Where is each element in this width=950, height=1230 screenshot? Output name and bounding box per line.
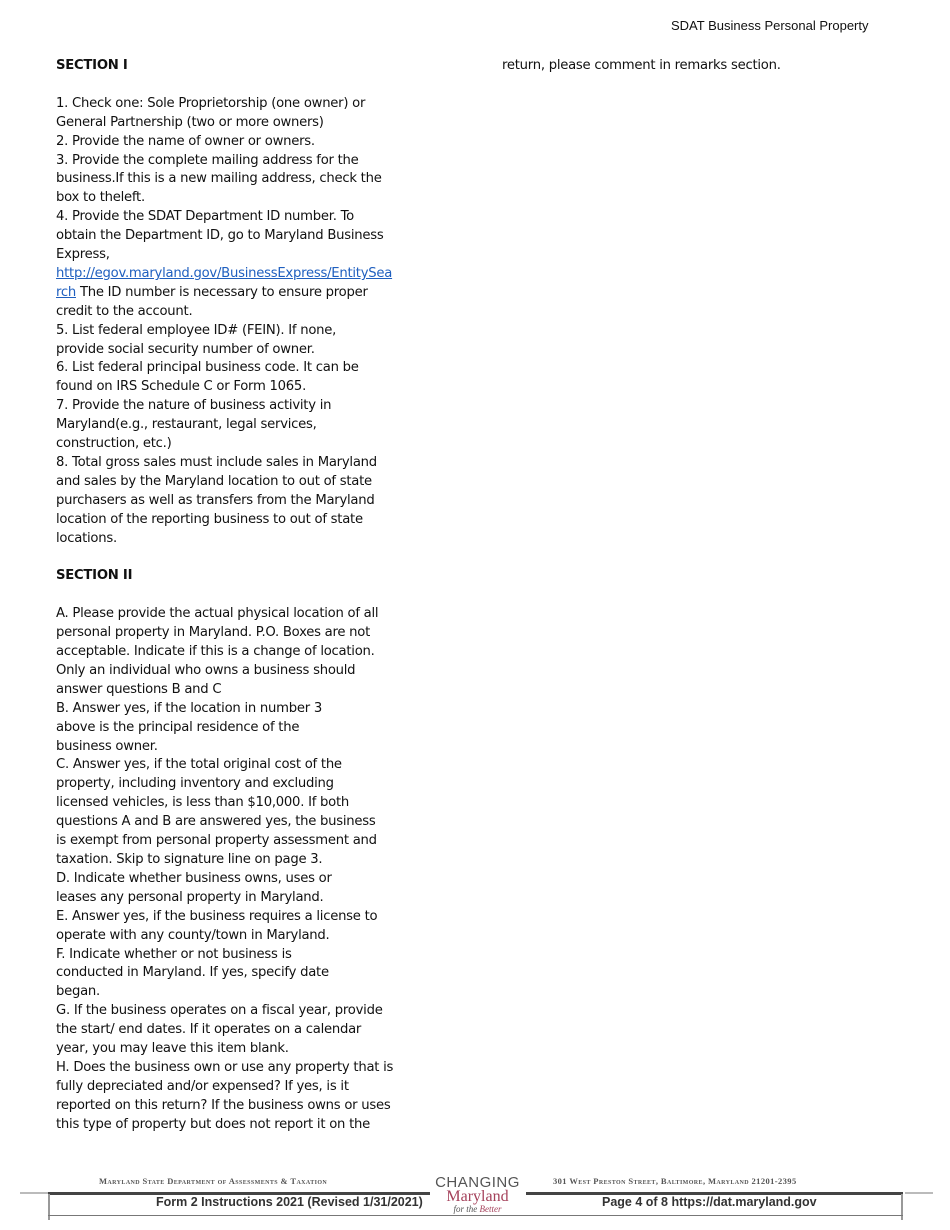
text-line: purchasers as well as transfers from the Maryland	[56, 492, 375, 508]
text-line: 6. List federal principal business code. It can be	[56, 360, 359, 376]
section-1-items	[56, 95, 401, 265]
entity-search-link-continued	[56, 284, 401, 303]
footer-form-label: Form 2 Instructions 2021 (Revised 1/31/2021)	[156, 1195, 423, 1209]
text-line: Only an individual who owns a business should	[56, 662, 356, 678]
section-2-heading: SECTION II	[56, 568, 133, 584]
text-line: obtain the Department ID, go to Maryland Business	[56, 228, 384, 244]
text-line: answer questions B and C	[56, 681, 222, 697]
logo-line-tagline	[430, 1204, 525, 1214]
entity-search-link-line	[56, 265, 401, 284]
text-line: this type of property but does not report it on the	[56, 1116, 370, 1132]
text-line: found on IRS Schedule C or Form 1065.	[56, 379, 307, 395]
text-line: is exempt from personal property assessment and	[56, 833, 377, 849]
section-1-items-continued	[56, 303, 401, 549]
text-line: the start/ end dates. If it operates on a calendar	[56, 1022, 362, 1038]
text-line: box to theleft.	[56, 190, 145, 206]
text-line: property, including inventory and excluding	[56, 776, 334, 792]
footer-right-stub	[905, 1192, 933, 1194]
text-line: reported on this return? If the business owns or uses	[56, 1097, 391, 1113]
text-line: 8. Total gross sales must include sales in Maryland	[56, 455, 377, 471]
section-2-items	[56, 605, 401, 1134]
text-line: locations.	[56, 530, 117, 546]
text-line: operate with any county/town in Maryland.	[56, 927, 330, 943]
text-line: acceptable. Indicate if this is a change of location.	[56, 644, 375, 660]
text-line: 1. Check one: Sole Proprietorship (one owner) or	[56, 95, 366, 111]
footer-left-stub	[20, 1192, 48, 1194]
footer-bottom-rule	[48, 1215, 903, 1216]
text-line: fully depreciated and/or expensed? If yes, is it	[56, 1078, 349, 1094]
text-line: conducted in Maryland. If yes, specify date	[56, 965, 329, 981]
text-line: B. Answer yes, if the location in number 3	[56, 700, 322, 716]
text-line: A. Please provide the actual physical location of all	[56, 606, 379, 622]
text-line: taxation. Skip to signature line on page 3.	[56, 852, 323, 868]
right-column-text	[502, 57, 862, 76]
text-line: licensed vehicles, is less than $10,000. If both	[56, 795, 350, 811]
text-line: began.	[56, 984, 100, 1000]
text-line: year, you may leave this item blank.	[56, 1041, 289, 1057]
text-line: G. If the business operates on a fiscal year, provide	[56, 1003, 383, 1019]
left-column	[56, 57, 401, 1135]
text-line: 2. Provide the name of owner or owners.	[56, 133, 315, 149]
footer-page-label: Page 4 of 8 https://dat.maryland.gov	[602, 1195, 817, 1209]
text-line: E. Answer yes, if the business requires a license to	[56, 908, 378, 924]
text-line: 3. Provide the complete mailing address for the	[56, 152, 359, 168]
logo-tagline-better: Better	[479, 1204, 502, 1214]
text-line: credit to the account.	[56, 303, 193, 319]
right-column	[502, 57, 862, 76]
text-line: location of the reporting business to out of state	[56, 511, 363, 527]
text-line: Maryland(e.g., restaurant, legal services,	[56, 417, 317, 433]
footer-address: 301 West Preston Street, Baltimore, Maryland 21201-2395	[553, 1176, 797, 1186]
footer-left-bar	[48, 1194, 50, 1220]
text-line: H. Does the business own or use any property that is	[56, 1059, 394, 1075]
changing-maryland-logo	[430, 1175, 525, 1214]
text-line: above is the principal residence of the	[56, 719, 300, 735]
logo-tagline-prefix: for the	[453, 1204, 480, 1214]
footer-agency-name: Maryland State Department of Assessments & Taxation	[99, 1176, 328, 1186]
text-line: 4. Provide the SDAT Department ID number. To	[56, 209, 354, 225]
text-line: business.If this is a new mailing address, check the	[56, 171, 382, 187]
text-line: personal property in Maryland. P.O. Boxes are not	[56, 625, 371, 641]
text-line: return, please comment in remarks section.	[502, 58, 781, 73]
footer-right-bar	[901, 1194, 903, 1220]
entity-search-link-tail[interactable]: rch	[56, 284, 76, 300]
text-line: 7. Provide the nature of business activity in	[56, 398, 332, 414]
logo-line-maryland: Maryland	[446, 1188, 509, 1205]
text-line: leases any personal property in Maryland.	[56, 889, 324, 905]
text-line: F. Indicate whether or not business is	[56, 946, 292, 962]
text-line: C. Answer yes, if the total original cost of the	[56, 757, 342, 773]
text-line: questions A and B are answered yes, the business	[56, 814, 376, 830]
text-line: provide social security number of owner.	[56, 341, 315, 357]
text-line: D. Indicate whether business owns, uses or	[56, 870, 332, 886]
id-number-note: The ID number is necessary to ensure proper	[76, 284, 368, 300]
logo-line-changing: CHANGING	[435, 1174, 520, 1191]
text-line: and sales by the Maryland location to out of state	[56, 473, 372, 489]
entity-search-link[interactable]: http://egov.maryland.gov/BusinessExpress/EntitySea	[56, 265, 393, 281]
text-line: business owner.	[56, 738, 158, 754]
text-line: 5. List federal employee ID# (FEIN). If none,	[56, 322, 337, 338]
page-header-title: SDAT Business Personal Property	[671, 18, 869, 33]
text-line: Express,	[56, 247, 110, 263]
text-line: construction, etc.)	[56, 436, 172, 452]
text-line: General Partnership (two or more owners)	[56, 114, 324, 130]
page-footer	[0, 1170, 950, 1230]
section-1-heading: SECTION I	[56, 58, 128, 73]
